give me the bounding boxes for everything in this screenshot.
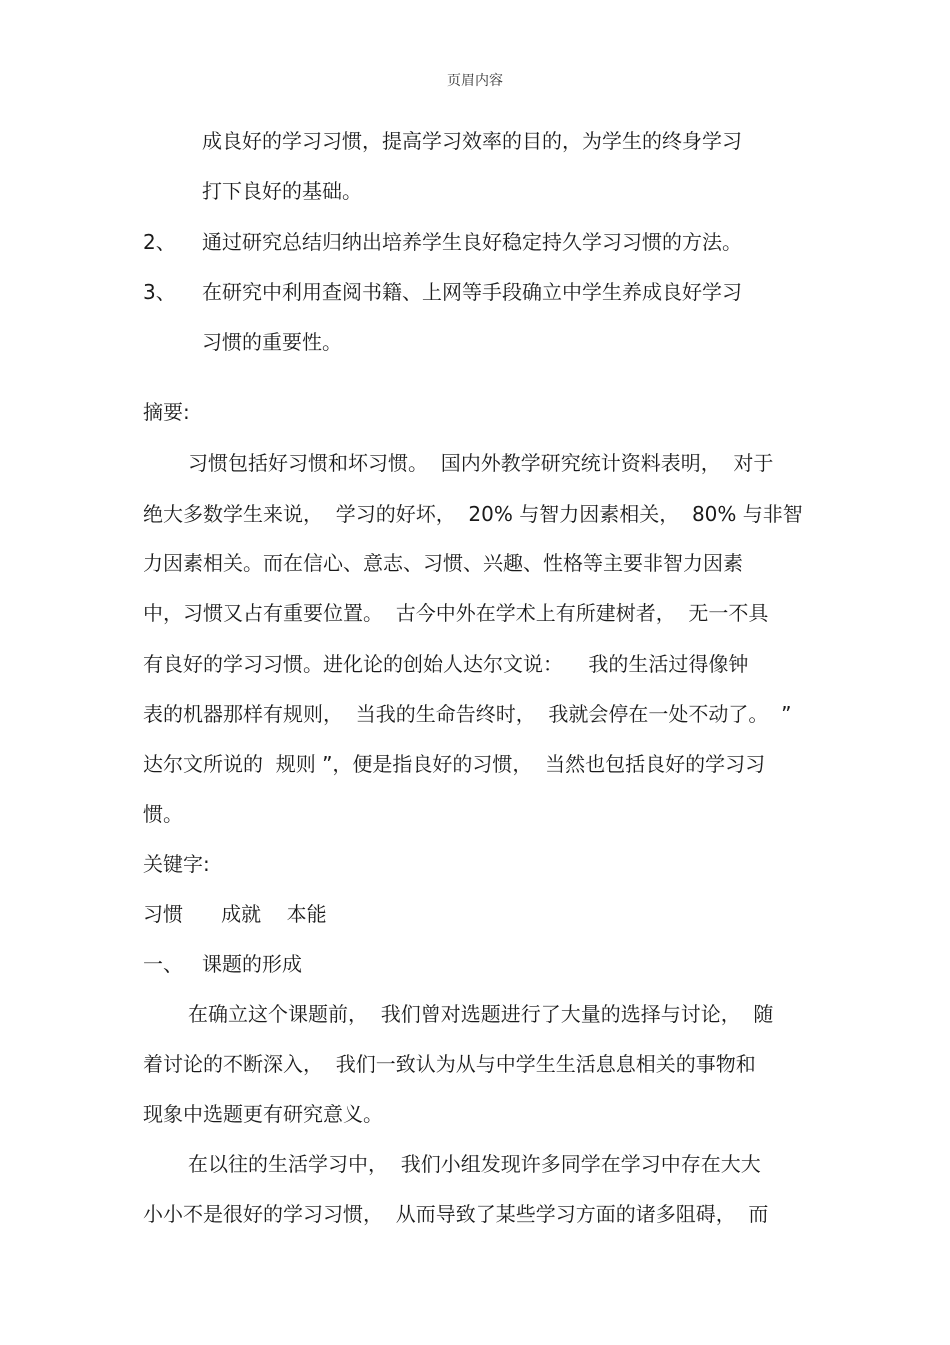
section-1-para-2-line: 小小不是很好的学习习惯， 从而导致了某些学习方面的诸多阻碍， 而 (143, 1202, 769, 1226)
goal-3-line-1: 在研究中利用查阅书籍、上网等手段确立中学生养成良好学习 (202, 280, 742, 304)
section-1-number: 一、 (143, 952, 183, 976)
section-1-para-1-line: 现象中选题更有研究意义。 (143, 1102, 383, 1126)
section-1-title: 课题的形成 (202, 952, 302, 976)
page-header: 页眉内容 (447, 73, 503, 89)
abstract-line: 习惯包括好习惯和坏习惯。 国内外教学研究统计资料表明， 对于 (188, 451, 774, 475)
keywords-list: 习惯 成就 本能 (143, 902, 327, 926)
goal-1-line-1: 成良好的学习习惯，提高学习效率的目的，为学生的终身学习 (202, 129, 742, 153)
abstract-line: 表的机器那样有规则， 当我的生命告终时， 我就会停在一处不动了。 ” (143, 702, 792, 726)
section-1-para-1-line: 在确立这个课题前， 我们曾对选题进行了大量的选择与讨论， 随 (188, 1002, 774, 1026)
goal-2-line-1: 通过研究总结归纳出培养学生良好稳定持久学习习惯的方法。 (202, 230, 742, 254)
section-1-para-2-line: 在以往的生活学习中， 我们小组发现许多同学在学习中存在大大 (188, 1152, 761, 1176)
goal-3-number: 3、 (143, 280, 176, 304)
abstract-line: 力因素相关。而在信心、意志、习惯、兴趣、性格等主要非智力因素 (143, 551, 743, 575)
section-1-para-1-line: 着讨论的不断深入， 我们一致认为从与中学生生活息息相关的事物和 (143, 1052, 756, 1076)
abstract-line: 达尔文所说的 规则 ”，便是指良好的习惯， 当然也包括良好的学习习 (143, 752, 766, 776)
abstract-line: 绝大多数学生来说， 学习的好坏， 20% 与智力因素相关， 80% 与非智 (143, 502, 803, 526)
abstract-line: 中，习惯又占有重要位置。 古今中外在学术上有所建树者， 无一不具 (143, 601, 769, 625)
goal-1-line-2: 打下良好的基础。 (202, 179, 362, 203)
abstract-line: 惯。 (143, 802, 183, 826)
keywords-heading: 关键字: (143, 852, 210, 876)
abstract-heading: 摘要: (143, 400, 190, 424)
goal-2-number: 2、 (143, 230, 176, 254)
goal-3-line-2: 习惯的重要性。 (202, 330, 342, 354)
abstract-line: 有良好的学习习惯。进化论的创始人达尔文说： 我的生活过得像钟 (143, 652, 749, 676)
